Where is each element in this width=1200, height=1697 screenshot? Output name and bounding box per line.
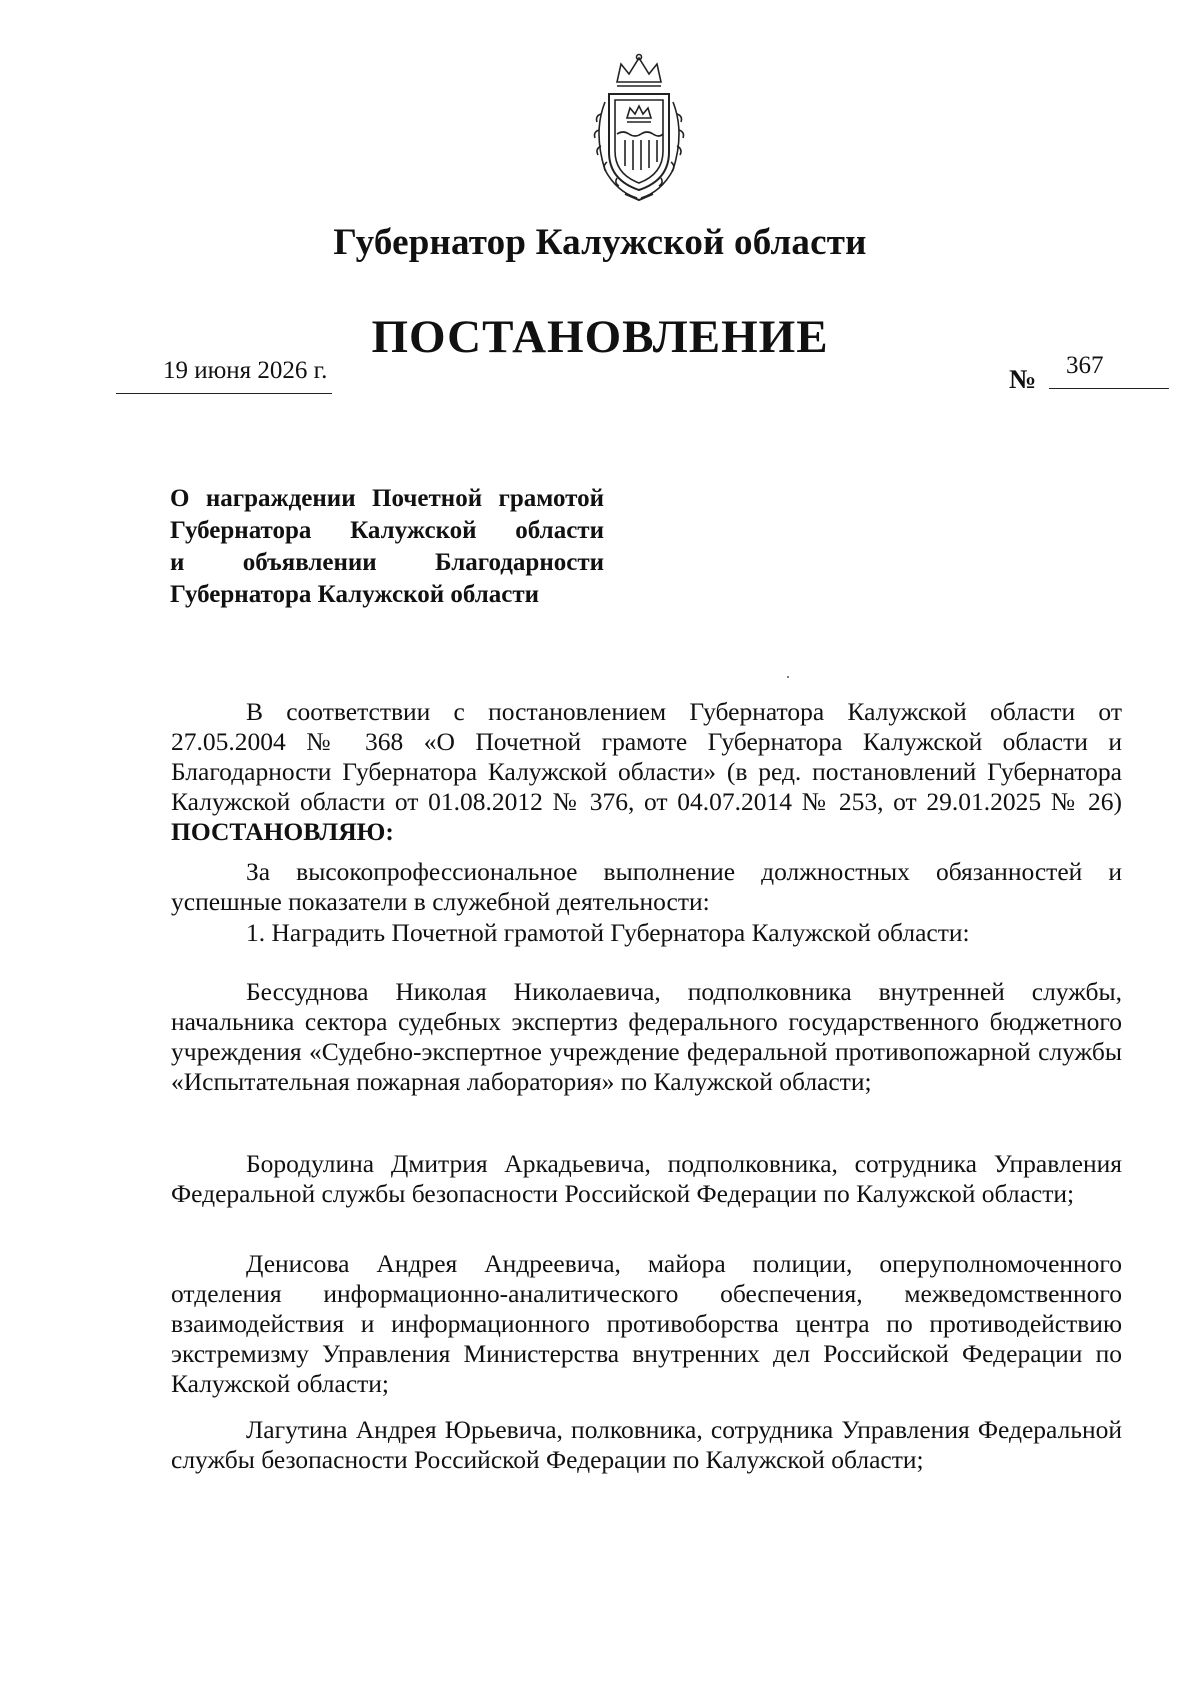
coat-of-arms-emblem: [579, 52, 699, 202]
issuing-authority: Губернатор Калужской области: [333, 222, 867, 263]
recipient-entry: [171, 1249, 1122, 1399]
subject-line: Губернатора Калужской области: [170, 517, 604, 544]
subject-line: О награждении Почетной грамотой: [170, 485, 604, 512]
item-1-text: 1. Наградить Почетной грамотой Губернатора Калужской области:: [246, 918, 970, 947]
recipient-text: Денисова Андрея Андреевича, майора полиции, оперуполномоченного отделения информационно-аналитического обеспечения, межведомственного взаимодействия и информационного противоборства центра по противодействию экстремизму Управления Министерства внутренних дел Российской Федерации по Калужской области;: [171, 1249, 1122, 1398]
recipient-entry: [171, 1149, 1122, 1209]
document-date: 19 июня 2026 г.: [163, 357, 328, 384]
subject-line: Губернатора Калужской области: [170, 581, 540, 608]
number-sign: №: [1009, 364, 1037, 394]
preamble-text: В соответствии с постановлением Губернатора Калужской области от 27.05.2004 № 368 «О Почетной грамоте Губернатора Калужской области и Благодарности Губернатора Калужской области» (в ред. постановлений Губернатора Калужской области от 01.08.2012 № 376, от 04.07.2014 № 253, от 29.01.2025 № 26): [171, 697, 1122, 816]
document-subject: [170, 483, 604, 611]
reason-paragraph: [171, 857, 1122, 917]
recipient-text: Бессуднова Николая Николаевича, подполковника внутренней службы, начальника сектора судебных экспертиз федерального государственного бюджетного учреждения «Судебно-экспертное учреждение федеральной противопожарной службы «Испытательная пожарная лаборатория» по Калужской области;: [171, 977, 1122, 1096]
preamble-paragraph: [171, 697, 1122, 847]
scan-speck: [787, 676, 789, 678]
date-underline: [116, 393, 332, 394]
reason-text: За высокопрофессиональное выполнение должностных обязанностей и успешные показатели в служебной деятельности:: [171, 857, 1122, 916]
recipient-text: Лагутина Андрея Юрьевича, полковника, сотрудника Управления Федеральной службы безопасности Российской Федерации по Калужской области;: [171, 1415, 1122, 1474]
document-number: 367: [1066, 352, 1104, 379]
recipient-entry: [171, 977, 1122, 1097]
item-1-paragraph: [171, 918, 1122, 948]
recipient-text: Бородулина Дмитрия Аркадьевича, подполковника, сотрудника Управления Федеральной службы безопасности Российской Федерации по Калужской области;: [171, 1149, 1122, 1208]
decree-word: ПОСТАНОВЛЯЮ:: [171, 817, 394, 846]
number-underline: [1049, 388, 1169, 389]
subject-line: и объявлении Благодарности: [170, 549, 604, 576]
recipient-entry: [171, 1415, 1122, 1475]
document-type-title: ПОСТАНОВЛЕНИЕ: [371, 311, 829, 363]
